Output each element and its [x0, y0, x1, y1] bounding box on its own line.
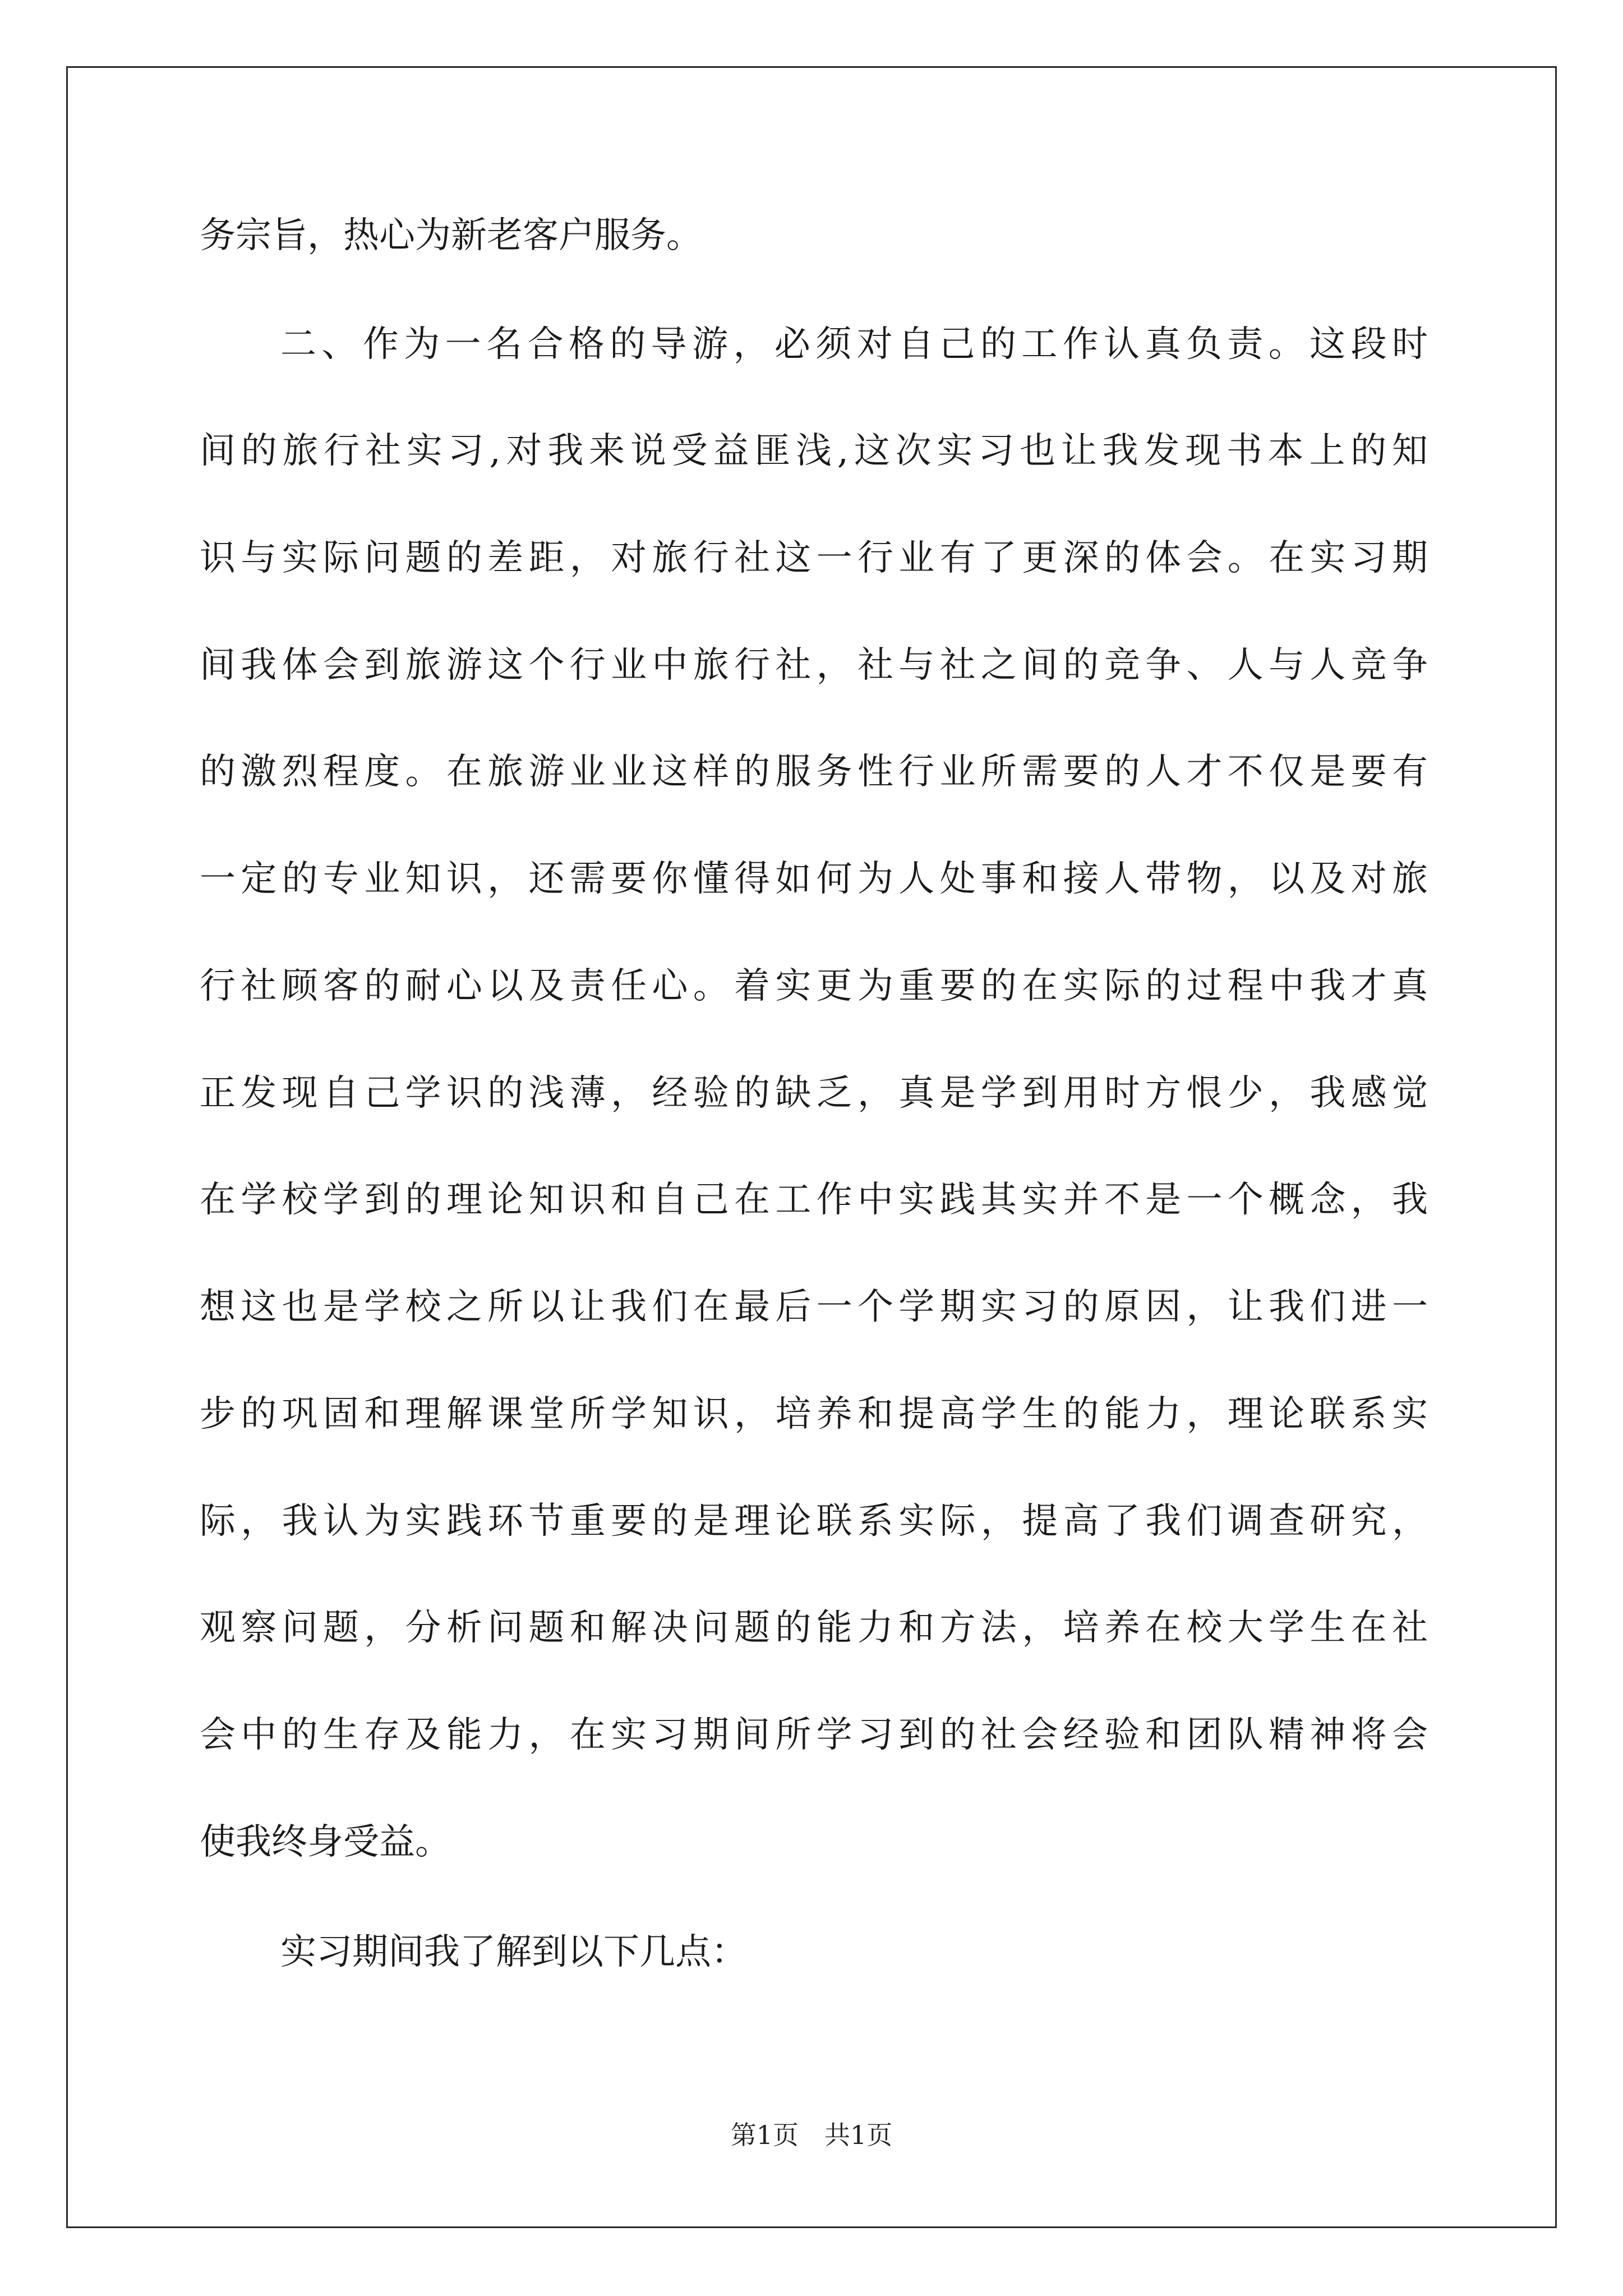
- text-line: 间我体会到旅游这个行业中旅行社，社与社之间的竞争、人与人竞争: [200, 645, 1428, 686]
- text-line: 一定的专业知识，还需要你懂得如何为人处事和接人带物，以及对旅: [200, 858, 1428, 900]
- text-line: 在学校学到的理论知识和自己在工作中实践其实并不是一个概念，我: [200, 1179, 1428, 1221]
- text-line: 际，我认为实践环节重要的是理论联系实际，提高了我们调查研究，: [200, 1501, 1428, 1542]
- text-line: 的激烈程度。在旅游业业这样的服务性行业所需要的人才不仅是要有: [200, 751, 1428, 793]
- text-line: 步的巩固和理解课堂所学知识，培养和提高学生的能力，理论联系实: [200, 1393, 1428, 1435]
- text-line: 实习期间我了解到以下几点：: [280, 1931, 747, 1973]
- text-line: 间的旅行社实习,对我来说受益匪浅,这次实习也让我发现书本上的知: [200, 430, 1428, 472]
- text-line: 务宗旨，热心为新老客户服务。: [200, 215, 702, 256]
- text-line: 正发现自己学识的浅薄，经验的缺乏，真是学到用时方恨少，我感觉: [200, 1073, 1428, 1114]
- text-line: 使我终身受益。: [200, 1821, 451, 1863]
- text-line: 行社顾客的耐心以及责任心。着实更为重要的在实际的过程中我才真: [200, 965, 1428, 1007]
- text-line: 二、作为一名合格的导游，必须对自己的工作认真负责。这段时: [280, 324, 1428, 365]
- page-footer: 第1页 共1页: [730, 2120, 893, 2150]
- text-line: 会中的生存及能力，在实习期间所学习到的社会经验和团队精神将会: [200, 1714, 1428, 1756]
- text-line: 识与实际问题的差距，对旅行社这一行业有了更深的体会。在实习期: [200, 537, 1428, 579]
- page-border: [66, 66, 1557, 2228]
- text-line: 观察问题，分析问题和解决问题的能力和方法，培养在校大学生在社: [200, 1607, 1428, 1649]
- text-line: 想这也是学校之所以让我们在最后一个学期实习的原因，让我们进一: [200, 1286, 1428, 1328]
